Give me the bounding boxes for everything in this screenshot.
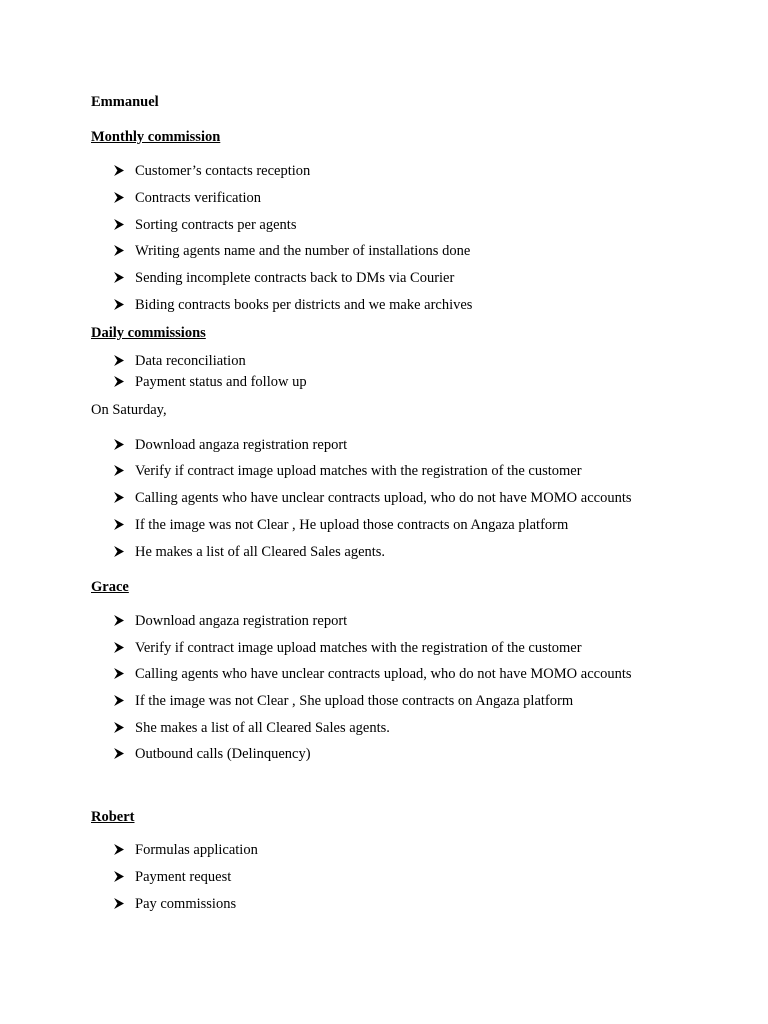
arrow-bullet-icon [113,217,135,233]
list-item [113,437,347,455]
heading-monthly-commission: Monthly commission [91,129,221,145]
arrow-bullet-icon [113,869,135,885]
list-item [113,896,236,914]
list-item [113,613,347,631]
on-saturday-label: On Saturday, [91,402,167,418]
list-item-text: Calling agents who have unclear contracts upload, who do not have MOMO accounts [135,490,632,506]
list-item-text: Writing agents name and the number of installations done [135,243,471,259]
arrow-bullet-icon [113,297,135,313]
list-item [113,297,472,315]
arrow-bullet-icon [113,640,135,656]
arrow-bullet-icon [113,163,135,179]
list-item-text: If the image was not Clear , She upload those contracts on Angaza platform [135,693,574,709]
arrow-bullet-icon [113,896,135,912]
list-item-text: Verify if contract image upload matches with the registration of the customer [135,463,582,479]
list-item [113,544,385,562]
list-item-text: Download angaza registration report [135,437,348,453]
heading-daily-commissions: Daily commissions [91,325,206,341]
list-item [113,490,632,508]
list-item [113,746,311,764]
list-item-text: Payment status and follow up [135,374,307,390]
arrow-bullet-icon [113,190,135,206]
arrow-bullet-icon [113,666,135,682]
arrow-bullet-icon [113,613,135,629]
list-item-text: Customer’s contacts reception [135,163,311,179]
arrow-bullet-icon [113,693,135,709]
list-item [113,666,632,684]
list-item [113,243,470,261]
arrow-bullet-icon [113,243,135,259]
list-item-text: Biding contracts books per districts and we make archives [135,297,473,313]
list-item-text: He makes a list of all Cleared Sales agents. [135,544,386,560]
list-item [113,463,582,481]
arrow-bullet-icon [113,437,135,453]
list-item [113,720,390,738]
list-item [113,517,568,535]
arrow-bullet-icon [113,353,135,369]
list-item-text: If the image was not Clear , He upload those contracts on Angaza platform [135,517,569,533]
list-item-text: Contracts verification [135,190,262,206]
arrow-bullet-icon [113,544,135,560]
list-item [113,190,261,208]
list-item [113,163,310,181]
list-item [113,640,582,658]
arrow-bullet-icon [113,720,135,736]
list-item-text: She makes a list of all Cleared Sales agents. [135,720,390,736]
heading-grace: Grace [91,579,129,595]
arrow-bullet-icon [113,463,135,479]
heading-emmanuel: Emmanuel [91,94,159,110]
list-item-text: Formulas application [135,842,258,858]
list-item-text: Pay commissions [135,896,237,912]
list-item-text: Payment request [135,869,232,885]
arrow-bullet-icon [113,490,135,506]
arrow-bullet-icon [113,270,135,286]
list-item-text: Download angaza registration report [135,613,348,629]
list-item-text: Verify if contract image upload matches with the registration of the customer [135,640,582,656]
arrow-bullet-icon [113,374,135,390]
list-item [113,217,296,235]
heading-robert: Robert [91,809,135,825]
arrow-bullet-icon [113,746,135,762]
list-item [113,869,231,887]
list-item-text: Sorting contracts per agents [135,217,297,233]
list-item [113,270,454,288]
arrow-bullet-icon [113,517,135,533]
list-item [113,693,573,711]
list-item-text: Data reconciliation [135,353,246,369]
list-item [113,353,246,371]
list-item [113,842,258,860]
list-item [113,374,307,392]
list-item-text: Outbound calls (Delinquency) [135,746,311,762]
list-item-text: Sending incomplete contracts back to DMs via Courier [135,270,455,286]
arrow-bullet-icon [113,842,135,858]
list-item-text: Calling agents who have unclear contracts upload, who do not have MOMO accounts [135,666,632,682]
